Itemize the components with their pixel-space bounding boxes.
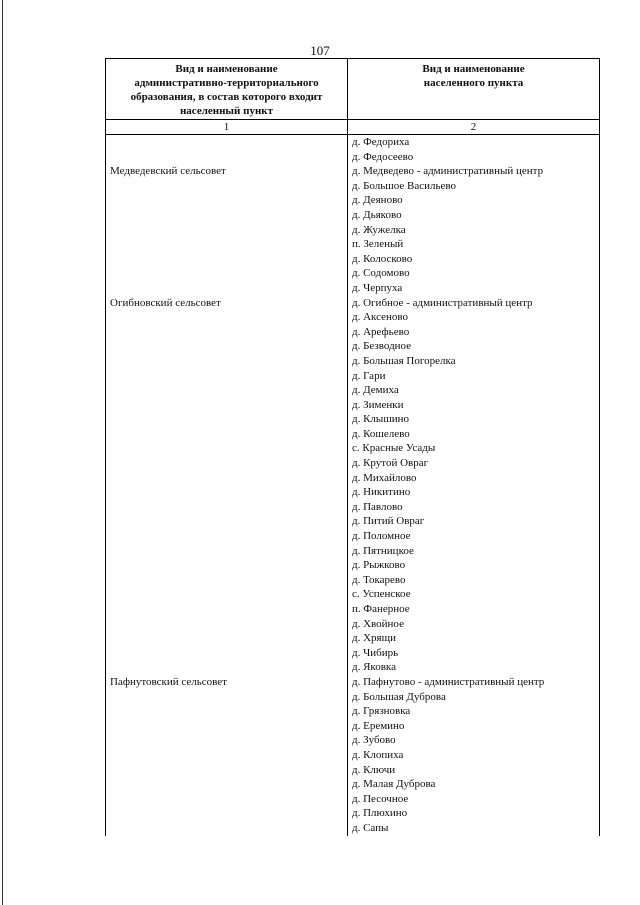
- settlement-item: д. Большое Васильево: [352, 179, 457, 192]
- header-col-1-line: образования, в состав которого входит: [130, 91, 323, 103]
- municipality-cell: [106, 296, 348, 675]
- municipality-cell: [106, 675, 348, 836]
- settlement-item: д. Арефьево: [352, 325, 410, 338]
- settlement-item: д. Зименки: [352, 398, 404, 411]
- header-col-2-line: населенного пункта: [423, 77, 524, 89]
- settlement-item: д. Токарево: [352, 573, 406, 586]
- settlement-item: д. Чибирь: [352, 646, 399, 659]
- table-header-row: [106, 59, 600, 120]
- settlement-item: д. Гари: [352, 369, 386, 382]
- settlement-item: д. Медведево - административный центр: [352, 165, 544, 178]
- settlement-item: д. Пятницкое: [352, 544, 414, 557]
- settlement-item: д. Большая Погорелка: [352, 354, 456, 367]
- table-row: [106, 675, 600, 836]
- settlements-cell: [348, 135, 600, 296]
- settlement-item: д. Ключи: [352, 763, 396, 776]
- settlement-item: д. Колосково: [352, 252, 413, 265]
- header-col-1-line: Вид и наименование: [175, 63, 278, 75]
- settlement-item: д. Павлово: [352, 500, 403, 513]
- column-number-1: 1: [106, 120, 348, 135]
- settlement-item: д. Никитино: [352, 486, 411, 499]
- page-edge-line: [2, 0, 3, 905]
- settlement-item: д. Малая Дуброва: [352, 778, 436, 791]
- header-col-2: [348, 59, 600, 120]
- settlement-item: д. Содомово: [352, 267, 410, 280]
- settlements-table: [105, 58, 600, 836]
- settlement-item: д. Деяново: [352, 194, 403, 207]
- page-number: 107: [310, 43, 330, 58]
- settlement-item: д. Хвойное: [352, 617, 404, 630]
- settlement-item: д. Кошелево: [352, 427, 410, 440]
- table-row: [106, 135, 600, 296]
- settlement-item: д. Крутой Овраг: [352, 457, 429, 470]
- municipality-name: Медведевский сельсовет: [110, 165, 226, 178]
- settlement-item: д. Яковка: [352, 661, 396, 674]
- settlement-item: д. Поломное: [352, 530, 411, 543]
- settlement-item: с. Красные Усады: [352, 442, 436, 455]
- settlement-item: д. Клопиха: [352, 748, 404, 761]
- settlement-item: д. Черпуха: [352, 281, 403, 294]
- settlement-item: д. Питий Овраг: [352, 515, 425, 528]
- settlements-cell: [348, 675, 600, 836]
- settlement-item: д. Демиха: [352, 384, 399, 397]
- municipality-name: Пафнутовский сельсовет: [110, 675, 227, 688]
- municipality-cell: [106, 135, 348, 296]
- header-col-1-line: населенный пункт: [179, 105, 274, 117]
- settlement-item: д. Огибное - административный центр: [352, 296, 533, 309]
- settlement-item: д. Большая Дуброва: [352, 690, 446, 703]
- settlement-item: с. Успенское: [352, 588, 411, 601]
- settlement-item: д. Хрящи: [352, 632, 396, 645]
- settlement-item: д. Сапы: [352, 821, 389, 834]
- settlement-item: д. Песочное: [352, 792, 409, 805]
- settlement-item: д. Клышино: [352, 413, 410, 426]
- settlement-item: д. Федосеево: [352, 150, 414, 163]
- settlement-item: д. Федориха: [352, 136, 410, 148]
- municipality-name: Огибновский сельсовет: [110, 296, 221, 309]
- settlement-item: д. Еремино: [352, 719, 405, 732]
- header-col-2-line: Вид и наименование: [422, 63, 525, 75]
- spacer: [110, 135, 347, 150]
- column-number-row: [106, 120, 600, 135]
- settlement-item: д. Аксеново: [352, 311, 409, 324]
- settlement-item: п. Зеленый: [352, 238, 404, 251]
- settlement-item: д. Дьяково: [352, 208, 402, 221]
- settlement-item: д. Грязновка: [352, 705, 411, 718]
- settlement-item: д. Михайлово: [352, 471, 417, 484]
- settlement-item: д. Рыжково: [352, 559, 406, 572]
- settlement-item: д. Плюхино: [352, 807, 408, 820]
- settlement-item: п. Фанерное: [352, 603, 410, 615]
- settlement-item: д. Зубово: [352, 734, 396, 747]
- settlement-item: д. Жужелка: [352, 223, 406, 236]
- header-col-1: [106, 59, 348, 120]
- header-col-1-line: административно-территориального: [134, 77, 319, 89]
- table-row: [106, 296, 600, 675]
- settlement-item: д. Безводное: [352, 340, 412, 353]
- spacer: [110, 150, 347, 165]
- column-number-2: 2: [348, 120, 600, 135]
- settlement-item: д. Пафнутово - административный центр: [352, 675, 545, 688]
- settlements-cell: [348, 296, 600, 675]
